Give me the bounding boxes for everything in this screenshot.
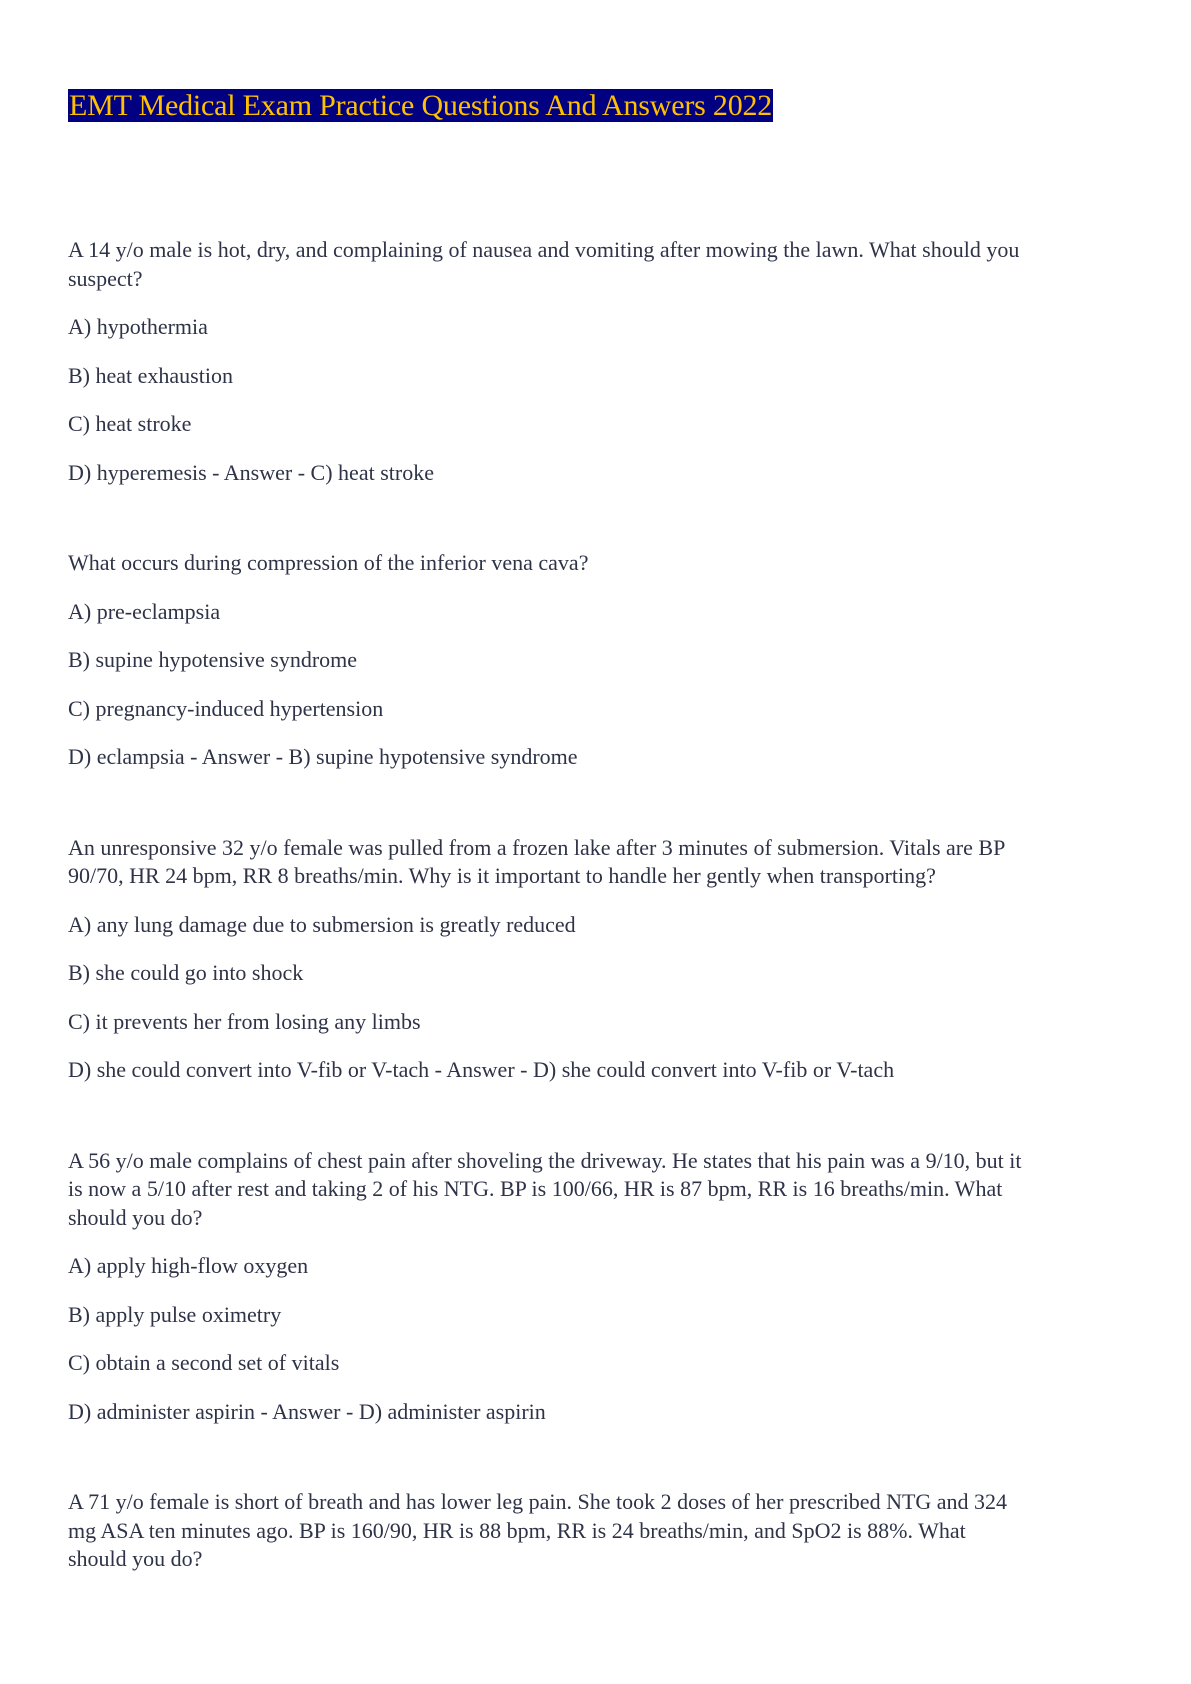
question-block-1 (68, 236, 1138, 487)
question-block-2 (68, 549, 1138, 772)
question-block-3 (68, 834, 1138, 1085)
question-text-line: should you do? (68, 1204, 203, 1230)
page-title: EMT Medical Exam Practice Questions And Answers 2022 (69, 89, 773, 122)
answer-option-d-with-answer: D) hyperemesis - Answer - C) heat stroke (68, 459, 434, 485)
answer-option-b: B) supine hypotensive syndrome (68, 647, 358, 672)
answer-option-d-with-answer: D) eclampsia - Answer - B) supine hypotensive syndrome (68, 744, 578, 769)
answer-option-c: C) it prevents her from losing any limbs (68, 1008, 421, 1034)
answer-option-b: B) heat exhaustion (68, 362, 233, 388)
question-text-line: should you do? (68, 1546, 203, 1571)
question-text-line: A 56 y/o male complains of chest pain after shoveling the driveway. He states that his pain was a 9/10, but it (68, 1147, 1022, 1173)
answer-option-a: A) any lung damage due to submersion is greatly reduced (68, 911, 576, 937)
question-text-line: mg ASA ten minutes ago. BP is 160/90, HR is 88 bpm, RR is 24 breaths/min, and SpO2 is 88%. What (68, 1517, 966, 1543)
answer-option-c: C) obtain a second set of vitals (68, 1350, 340, 1375)
answer-option-c: C) heat stroke (68, 411, 192, 436)
answer-option-a: A) apply high-flow oxygen (68, 1253, 309, 1278)
question-block-5 (68, 1488, 1138, 1574)
answer-option-a: A) hypothermia (68, 314, 208, 339)
answer-option-d-with-answer: D) administer aspirin - Answer - D) administer aspirin (68, 1398, 546, 1424)
question-list (68, 236, 1138, 1574)
answer-option-a: A) pre-eclampsia (68, 598, 221, 624)
question-text-line: is now a 5/10 after rest and taking 2 of his NTG. BP is 100/66, HR is 87 bpm, RR is 16 breaths/min. What (68, 1176, 1003, 1201)
page-title-wrapper (68, 89, 773, 122)
answer-option-b: B) apply pulse oximetry (68, 1301, 282, 1327)
question-text-line: An unresponsive 32 y/o female was pulled from a frozen lake after 3 minutes of submersion. Vitals are BP (68, 834, 1006, 860)
question-text-line: suspect? (68, 265, 143, 291)
question-text-line: 90/70, HR 24 bpm, RR 8 breaths/min. Why is it important to handle her gently when transporting? (68, 863, 936, 888)
answer-option-d-with-answer: D) she could convert into V-fib or V-tach - Answer - D) she could convert into V-fib or V-tach (68, 1057, 895, 1082)
answer-option-c: C) pregnancy-induced hypertension (68, 695, 384, 721)
answer-option-b: B) she could go into shock (68, 960, 304, 985)
question-text-line: A 71 y/o female is short of breath and has lower leg pain. She took 2 doses of her prescribed NTG and 324 (68, 1489, 1008, 1514)
question-block-4 (68, 1147, 1138, 1427)
question-text-line: What occurs during compression of the inferior vena cava? (68, 550, 589, 575)
question-text-line: A 14 y/o male is hot, dry, and complaining of nausea and vomiting after mowing the lawn. What should you (68, 237, 1020, 262)
